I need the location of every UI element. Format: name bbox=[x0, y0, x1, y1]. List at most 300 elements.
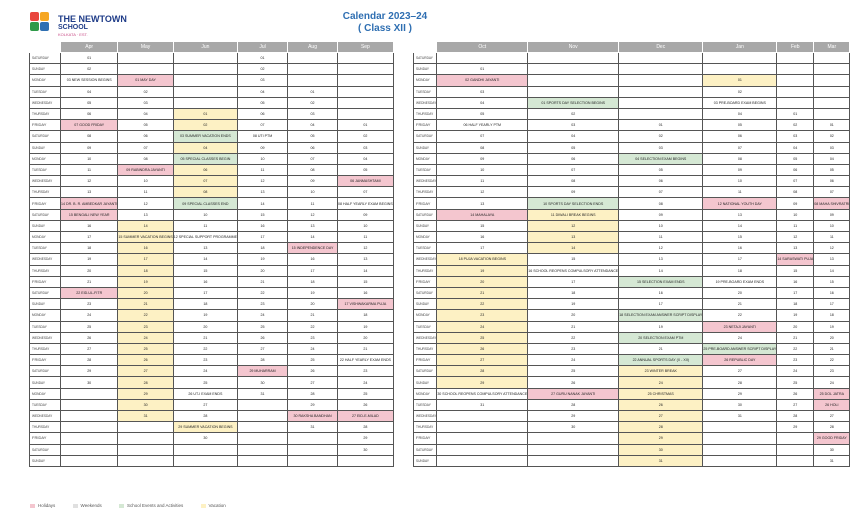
date-cell: 15 SELECTION EXAM ENDS bbox=[619, 276, 703, 287]
calendar-table-apr-sep bbox=[29, 41, 394, 467]
date-cell: 17 bbox=[61, 232, 118, 243]
weekday-label: FRIDAY bbox=[30, 355, 61, 366]
date-cell: 23 bbox=[528, 343, 619, 354]
date-cell: 21 bbox=[61, 276, 118, 287]
date-cell bbox=[173, 53, 237, 64]
day-row bbox=[414, 75, 850, 86]
day-row bbox=[30, 209, 394, 220]
date-cell: 21 bbox=[703, 299, 777, 310]
month-header: Nov bbox=[528, 42, 619, 53]
day-row bbox=[30, 142, 394, 153]
date-cell: 16 bbox=[338, 287, 394, 298]
date-cell: 14 SARASWATI PUJA bbox=[777, 254, 814, 265]
date-cell: 30 SCHOOL REOPENS COMPULSORY ATTENDANCE bbox=[437, 388, 528, 399]
date-cell: 23 bbox=[777, 355, 814, 366]
day-row bbox=[414, 232, 850, 243]
page-subtitle: ( Class XII ) bbox=[358, 23, 412, 34]
legend bbox=[30, 503, 242, 508]
date-cell: 25 bbox=[338, 388, 394, 399]
month-header: Oct bbox=[437, 42, 528, 53]
day-row bbox=[414, 276, 850, 287]
weekday-label: WEDNESDAY bbox=[30, 176, 61, 187]
date-cell: 19 bbox=[61, 254, 118, 265]
date-cell: 27 bbox=[238, 343, 288, 354]
day-row bbox=[414, 243, 850, 254]
weekday-label: THURSDAY bbox=[414, 422, 437, 433]
date-cell: 25 bbox=[238, 321, 288, 332]
date-cell: 04 bbox=[777, 142, 814, 153]
date-cell: 04 bbox=[338, 153, 394, 164]
date-cell: 28 bbox=[619, 422, 703, 433]
weekday-label: SATURDAY bbox=[414, 53, 437, 64]
date-cell: 20 bbox=[777, 321, 814, 332]
date-cell: 12 bbox=[619, 243, 703, 254]
date-cell: 20 bbox=[288, 299, 338, 310]
date-cell: 31 bbox=[814, 455, 850, 466]
day-row bbox=[414, 209, 850, 220]
weekday-label: SATURDAY bbox=[30, 287, 61, 298]
date-cell: 19 bbox=[814, 321, 850, 332]
date-cell bbox=[528, 53, 619, 64]
date-cell bbox=[777, 444, 814, 455]
weekday-label: SATURDAY bbox=[414, 444, 437, 455]
date-cell: 21 bbox=[777, 332, 814, 343]
day-row bbox=[414, 444, 850, 455]
date-cell: 15 bbox=[238, 209, 288, 220]
month-header: Apr bbox=[61, 42, 118, 53]
date-cell: 19 bbox=[528, 299, 619, 310]
date-cell: 13 bbox=[777, 243, 814, 254]
date-cell: 24 bbox=[338, 377, 394, 388]
date-cell: 28 bbox=[61, 355, 118, 366]
day-row bbox=[30, 276, 394, 287]
weekday-label: FRIDAY bbox=[414, 120, 437, 131]
day-row bbox=[30, 131, 394, 142]
date-cell: 25 bbox=[437, 332, 528, 343]
date-cell: 19 bbox=[437, 265, 528, 276]
date-cell: 16 bbox=[61, 220, 118, 231]
date-cell: 10 bbox=[118, 176, 173, 187]
logo-tag: KOLKATA · EST. bbox=[58, 32, 88, 37]
date-cell: 10 bbox=[437, 164, 528, 175]
date-cell bbox=[338, 86, 394, 97]
day-row bbox=[30, 120, 394, 131]
date-cell: 17 bbox=[437, 243, 528, 254]
date-cell bbox=[173, 444, 237, 455]
weekday-label: WEDNESDAY bbox=[30, 97, 61, 108]
date-cell bbox=[777, 455, 814, 466]
date-cell bbox=[703, 53, 777, 64]
date-cell: 14 bbox=[238, 198, 288, 209]
date-cell: 05 bbox=[528, 142, 619, 153]
date-cell: 20 SELECTION EXAM PTM bbox=[619, 332, 703, 343]
date-cell: 27 GURU NANAK JAYANTI bbox=[528, 388, 619, 399]
date-cell: 09 bbox=[288, 176, 338, 187]
date-cell: 05 bbox=[777, 153, 814, 164]
date-cell: 17 bbox=[528, 276, 619, 287]
day-row bbox=[414, 411, 850, 422]
date-cell bbox=[118, 64, 173, 75]
date-cell bbox=[238, 411, 288, 422]
day-row bbox=[30, 299, 394, 310]
day-row bbox=[30, 254, 394, 265]
day-row bbox=[30, 399, 394, 410]
legend-label: Vacation bbox=[208, 503, 226, 508]
date-cell bbox=[288, 64, 338, 75]
date-cell bbox=[814, 108, 850, 119]
date-cell: 06 bbox=[118, 131, 173, 142]
date-cell bbox=[528, 86, 619, 97]
date-cell: 15 BENGALI NEW YEAR bbox=[61, 209, 118, 220]
date-cell: 29 bbox=[437, 377, 528, 388]
date-cell: 22 EID-UL-FITR bbox=[61, 287, 118, 298]
date-cell: 13 bbox=[118, 209, 173, 220]
date-cell: 02 bbox=[619, 131, 703, 142]
weekday-label: TUESDAY bbox=[414, 399, 437, 410]
date-cell: 09 bbox=[338, 209, 394, 220]
date-cell: 06 bbox=[777, 164, 814, 175]
date-cell: 01 bbox=[437, 64, 528, 75]
date-cell: 03 bbox=[814, 142, 850, 153]
date-cell: 11 bbox=[437, 176, 528, 187]
date-cell: 21 bbox=[118, 299, 173, 310]
date-cell: 17 bbox=[173, 287, 237, 298]
date-cell: 22 bbox=[528, 332, 619, 343]
date-cell: 18 bbox=[814, 310, 850, 321]
date-cell: 28 bbox=[777, 411, 814, 422]
date-cell bbox=[338, 97, 394, 108]
date-cell bbox=[619, 97, 703, 108]
date-cell: 31 bbox=[703, 411, 777, 422]
date-cell: 08 MAHA SHIVRATRI bbox=[814, 198, 850, 209]
date-cell: 12 bbox=[338, 243, 394, 254]
weekday-label: THURSDAY bbox=[414, 265, 437, 276]
date-cell: 17 VISHWAKARMA PUJA bbox=[338, 299, 394, 310]
date-cell: 18 bbox=[528, 287, 619, 298]
date-cell: 22 bbox=[118, 310, 173, 321]
weekday-label: WEDNESDAY bbox=[30, 332, 61, 343]
day-row bbox=[30, 198, 394, 209]
legend-item-holidays bbox=[30, 503, 55, 508]
date-cell bbox=[777, 75, 814, 86]
date-cell: 02 bbox=[814, 131, 850, 142]
date-cell: 07 bbox=[238, 120, 288, 131]
date-cell: 22 bbox=[288, 321, 338, 332]
weekday-label: SATURDAY bbox=[414, 131, 437, 142]
date-cell: 27 bbox=[777, 399, 814, 410]
date-cell bbox=[814, 75, 850, 86]
date-cell: 19 PRE-BOARD EXAM ENDS bbox=[703, 276, 777, 287]
date-cell: 28 bbox=[173, 411, 237, 422]
date-cell: 01 bbox=[238, 53, 288, 64]
date-cell: 27 bbox=[61, 343, 118, 354]
date-cell: 04 bbox=[238, 86, 288, 97]
date-cell: 20 bbox=[238, 265, 288, 276]
date-cell bbox=[61, 411, 118, 422]
date-cell: 08 bbox=[777, 187, 814, 198]
date-cell bbox=[173, 75, 237, 86]
date-cell: 24 bbox=[528, 355, 619, 366]
date-cell: 12 SPECIAL SUPPORT PROGRAMME bbox=[173, 232, 237, 243]
date-cell: 26 HOLI bbox=[814, 399, 850, 410]
date-cell: 24 bbox=[118, 332, 173, 343]
day-row bbox=[30, 433, 394, 444]
day-row bbox=[414, 366, 850, 377]
date-cell bbox=[703, 422, 777, 433]
date-cell: 25 bbox=[528, 366, 619, 377]
date-cell bbox=[528, 455, 619, 466]
weekday-label: WEDNESDAY bbox=[414, 176, 437, 187]
date-cell bbox=[338, 53, 394, 64]
date-cell: 20 bbox=[814, 332, 850, 343]
weekday-label: TUESDAY bbox=[30, 86, 61, 97]
day-row bbox=[414, 220, 850, 231]
date-cell: 03 bbox=[118, 97, 173, 108]
month-header: Mar bbox=[814, 42, 850, 53]
day-column-header bbox=[414, 42, 437, 53]
weekday-label: TUESDAY bbox=[30, 399, 61, 410]
weekday-label: SUNDAY bbox=[30, 455, 61, 466]
date-cell: 13 bbox=[173, 243, 237, 254]
date-cell: 26 bbox=[118, 355, 173, 366]
logo-text bbox=[58, 14, 127, 37]
date-cell: 06 JANMASHTAMI bbox=[338, 176, 394, 187]
date-cell: 21 bbox=[173, 332, 237, 343]
day-row bbox=[30, 97, 394, 108]
date-cell: 30 bbox=[238, 377, 288, 388]
date-cell: 21 bbox=[814, 343, 850, 354]
day-row bbox=[30, 86, 394, 97]
weekday-label: SATURDAY bbox=[30, 131, 61, 142]
date-cell: 14 bbox=[118, 220, 173, 231]
day-row bbox=[30, 176, 394, 187]
date-cell: 03 bbox=[619, 142, 703, 153]
date-cell: 22 bbox=[173, 343, 237, 354]
weekday-label: THURSDAY bbox=[414, 343, 437, 354]
day-row bbox=[414, 310, 850, 321]
date-cell: 12 bbox=[61, 176, 118, 187]
date-cell bbox=[288, 444, 338, 455]
date-cell: 01 bbox=[61, 53, 118, 64]
weekday-label: FRIDAY bbox=[414, 198, 437, 209]
day-row bbox=[414, 198, 850, 209]
day-row bbox=[414, 287, 850, 298]
date-cell: 08 bbox=[619, 198, 703, 209]
date-cell: 07 GOOD FRIDAY bbox=[61, 120, 118, 131]
day-row bbox=[30, 411, 394, 422]
date-cell bbox=[777, 433, 814, 444]
date-cell: 24 bbox=[777, 366, 814, 377]
date-cell: 17 bbox=[118, 254, 173, 265]
day-row bbox=[30, 355, 394, 366]
date-cell bbox=[437, 411, 528, 422]
month-header: Feb bbox=[777, 42, 814, 53]
date-cell: 17 bbox=[619, 299, 703, 310]
date-cell bbox=[338, 75, 394, 86]
day-row bbox=[414, 388, 850, 399]
date-cell: 28 bbox=[338, 422, 394, 433]
date-cell: 25 bbox=[173, 377, 237, 388]
month-header: Jan bbox=[703, 42, 777, 53]
legend-swatch bbox=[119, 504, 124, 508]
day-row bbox=[414, 355, 850, 366]
date-cell: 09 SPECIAL CLASSES END bbox=[173, 198, 237, 209]
date-cell: 25 CHRISTMAS bbox=[619, 388, 703, 399]
weekday-label: TUESDAY bbox=[414, 321, 437, 332]
date-cell: 08 bbox=[173, 187, 237, 198]
date-cell: 10 bbox=[338, 220, 394, 231]
date-cell: 30 bbox=[528, 422, 619, 433]
date-cell: 13 bbox=[814, 254, 850, 265]
date-cell: 10 bbox=[61, 153, 118, 164]
date-cell: 12 bbox=[437, 187, 528, 198]
date-cell: 27 bbox=[437, 355, 528, 366]
date-cell bbox=[61, 444, 118, 455]
date-cell: 15 bbox=[703, 232, 777, 243]
date-cell: 12 bbox=[288, 209, 338, 220]
date-cell: 03 bbox=[528, 120, 619, 131]
date-cell: 16 bbox=[619, 287, 703, 298]
weekday-label: SUNDAY bbox=[414, 64, 437, 75]
date-cell: 27 bbox=[814, 411, 850, 422]
date-cell: 24 bbox=[619, 377, 703, 388]
date-cell bbox=[118, 422, 173, 433]
date-cell: 18 bbox=[288, 276, 338, 287]
date-cell: 23 bbox=[238, 299, 288, 310]
date-cell: 07 bbox=[437, 131, 528, 142]
date-cell: 12 bbox=[238, 176, 288, 187]
date-cell: 25 bbox=[288, 355, 338, 366]
date-cell: 27 bbox=[619, 411, 703, 422]
date-cell: 26 bbox=[61, 332, 118, 343]
date-cell: 01 bbox=[777, 108, 814, 119]
weekday-label: MONDAY bbox=[30, 232, 61, 243]
date-cell bbox=[814, 97, 850, 108]
day-row bbox=[30, 287, 394, 298]
date-cell: 29 bbox=[338, 433, 394, 444]
date-cell bbox=[173, 97, 237, 108]
date-cell: 11 bbox=[338, 232, 394, 243]
date-cell: 15 bbox=[777, 265, 814, 276]
weekday-label: SATURDAY bbox=[30, 53, 61, 64]
date-cell bbox=[703, 64, 777, 75]
weekday-label: WEDNESDAY bbox=[30, 411, 61, 422]
date-cell: 24 bbox=[61, 310, 118, 321]
day-row bbox=[30, 444, 394, 455]
weekday-label: SUNDAY bbox=[414, 142, 437, 153]
day-row bbox=[30, 75, 394, 86]
date-cell: 04 bbox=[703, 108, 777, 119]
weekday-label: WEDNESDAY bbox=[414, 332, 437, 343]
date-cell: 26 bbox=[338, 399, 394, 410]
date-cell bbox=[238, 455, 288, 466]
weekday-label: THURSDAY bbox=[414, 108, 437, 119]
day-row bbox=[414, 455, 850, 466]
date-cell: 10 bbox=[814, 220, 850, 231]
weekday-label: SATURDAY bbox=[414, 366, 437, 377]
date-cell: 26 bbox=[619, 399, 703, 410]
date-cell: 06 HALF YEARLY PTM bbox=[437, 120, 528, 131]
date-cell bbox=[528, 433, 619, 444]
day-row bbox=[414, 131, 850, 142]
date-cell: 30 bbox=[118, 399, 173, 410]
weekday-label: WEDNESDAY bbox=[30, 254, 61, 265]
date-cell bbox=[619, 108, 703, 119]
date-cell: 31 bbox=[288, 422, 338, 433]
weekday-label: FRIDAY bbox=[30, 120, 61, 131]
date-cell: 14 DR. B. R. AMBEDKAR JAYANTI bbox=[61, 198, 118, 209]
date-cell: 24 bbox=[238, 310, 288, 321]
date-cell bbox=[437, 455, 528, 466]
calendar-body bbox=[414, 53, 850, 467]
date-cell: 08 bbox=[437, 142, 528, 153]
day-row bbox=[414, 422, 850, 433]
date-cell: 09 bbox=[528, 187, 619, 198]
date-cell: 11 bbox=[173, 220, 237, 231]
date-cell: 10 bbox=[703, 176, 777, 187]
date-cell: 09 bbox=[619, 209, 703, 220]
weekday-label: WEDNESDAY bbox=[414, 254, 437, 265]
date-cell: 02 bbox=[777, 120, 814, 131]
date-cell: 04 bbox=[288, 120, 338, 131]
weekday-label: SUNDAY bbox=[414, 377, 437, 388]
date-cell: 23 NETAJI JAYANTI bbox=[703, 321, 777, 332]
date-cell: 20 bbox=[61, 265, 118, 276]
date-cell: 06 bbox=[703, 131, 777, 142]
date-cell bbox=[118, 53, 173, 64]
date-cell bbox=[437, 53, 528, 64]
calendar-table-oct-mar bbox=[413, 41, 850, 467]
day-row bbox=[414, 265, 850, 276]
date-cell: 11 bbox=[61, 164, 118, 175]
date-cell: 17 bbox=[238, 232, 288, 243]
date-cell: 03 bbox=[238, 75, 288, 86]
weekday-label: WEDNESDAY bbox=[414, 97, 437, 108]
date-cell: 24 bbox=[703, 332, 777, 343]
date-cell: 12 NATIONAL YOUTH DAY bbox=[703, 198, 777, 209]
weekday-label: SUNDAY bbox=[414, 299, 437, 310]
date-cell: 19 bbox=[173, 310, 237, 321]
date-cell: 12 bbox=[814, 243, 850, 254]
day-row bbox=[414, 176, 850, 187]
date-cell: 10 SPORTS DAY SELECTION ENDS bbox=[528, 198, 619, 209]
weekday-label: MONDAY bbox=[30, 153, 61, 164]
date-cell: 09 bbox=[777, 198, 814, 209]
day-row bbox=[414, 332, 850, 343]
date-cell: 28 bbox=[437, 366, 528, 377]
date-cell: 06 bbox=[814, 176, 850, 187]
date-cell: 03 SUMMER VACATION ENDS bbox=[173, 131, 237, 142]
day-row bbox=[414, 142, 850, 153]
day-row bbox=[414, 299, 850, 310]
date-cell bbox=[777, 64, 814, 75]
legend-item-events bbox=[119, 503, 183, 508]
date-cell: 31 bbox=[619, 455, 703, 466]
date-cell: 08 bbox=[528, 176, 619, 187]
date-cell: 10 bbox=[619, 220, 703, 231]
date-cell: 16 bbox=[238, 220, 288, 231]
date-cell: 14 MAHALAYA bbox=[437, 209, 528, 220]
weekday-label: WEDNESDAY bbox=[414, 411, 437, 422]
date-cell bbox=[437, 422, 528, 433]
date-cell: 16 bbox=[437, 232, 528, 243]
date-cell: 18 bbox=[118, 265, 173, 276]
date-cell bbox=[173, 64, 237, 75]
day-row bbox=[30, 243, 394, 254]
date-cell: 03 bbox=[338, 142, 394, 153]
day-row bbox=[414, 108, 850, 119]
date-cell: 08 UTI PTM bbox=[238, 131, 288, 142]
